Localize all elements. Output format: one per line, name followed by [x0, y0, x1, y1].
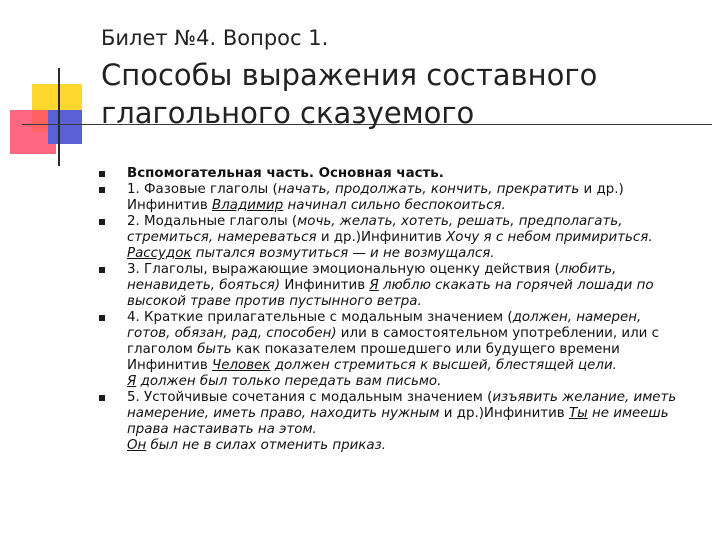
- square-bullet-icon: [99, 171, 105, 177]
- text-run: Владимир: [212, 198, 284, 213]
- text-run: 2. Модальные глаголы (: [127, 214, 298, 229]
- text-run: должен, намерен,: [512, 310, 642, 325]
- text-run: стремиться, намереваться: [127, 230, 317, 245]
- text-run: и др.): [579, 182, 624, 197]
- text-run: и др.)Инфинитив: [439, 406, 569, 421]
- text-run: и др.)Инфинитив: [316, 230, 447, 245]
- bullet-text-line: [127, 230, 709, 246]
- bullet-text-line: [127, 342, 709, 358]
- bullet-text-line: [127, 166, 709, 182]
- square-bullet-icon: [99, 219, 105, 225]
- text-run: 5. Устойчивые сочетания с модальным значением (: [127, 390, 493, 405]
- square-bullet-icon: [99, 395, 105, 401]
- text-run: Инфинитив: [280, 278, 370, 293]
- text-run: мочь, желать, хотеть, решать, предполагать,: [297, 214, 623, 229]
- text-run: с небом примириться.: [491, 230, 653, 245]
- text-run: должен был только передать вам письмо.: [136, 374, 442, 389]
- text-run: пытался возмутиться — и не возмущался.: [191, 246, 495, 261]
- text-run: глаголом: [127, 342, 198, 357]
- text-run: Инфинитив: [127, 198, 213, 213]
- square-bullet-icon: [99, 187, 105, 193]
- text-run: быть: [197, 342, 232, 357]
- bullet-text-line: [127, 262, 709, 278]
- bullet-text-line: [127, 438, 709, 454]
- bullet-text-line: [127, 326, 709, 342]
- text-run: ненавидеть, бояться): [127, 278, 281, 293]
- bullet-text-line: [127, 246, 709, 262]
- text-run: Человек: [212, 358, 271, 373]
- bullet-text-line: [127, 310, 709, 326]
- bullet-text-line: [127, 358, 709, 374]
- decor-vertical-line: [58, 68, 60, 166]
- bullet-item: [99, 390, 709, 454]
- bullet-item: [99, 214, 709, 262]
- bullet-text-line: [127, 278, 709, 294]
- text-run: 3. Глаголы, выражающие эмоциональную оценку действия (: [127, 262, 560, 277]
- text-run: Рассудок: [127, 246, 192, 261]
- bullet-text-line: [127, 214, 709, 230]
- text-run: Он: [127, 438, 147, 453]
- text-run: Инфинитив: [127, 358, 213, 373]
- text-run: Ты: [568, 406, 588, 421]
- slide-title-line-2: глагольного сказуемого: [101, 96, 475, 130]
- bullet-text-line: [127, 198, 709, 214]
- text-run: 1. Фазовые глаголы (: [127, 182, 278, 197]
- slide-title-line-1: Способы выражения составного: [101, 58, 598, 92]
- bullet-list: [99, 166, 709, 454]
- text-run: начать, продолжать, кончить, прекратить: [277, 182, 580, 197]
- text-run: Вспомогательная часть. Основная часть.: [127, 166, 444, 181]
- text-run: любить,: [559, 262, 617, 277]
- text-run: Я: [369, 278, 379, 293]
- bullet-text-line: [127, 374, 709, 390]
- text-run: 4. Краткие прилагательные с модальным значением (: [127, 310, 513, 325]
- text-run: должен стремиться к высшей, блестящей цели.: [270, 358, 617, 373]
- bullet-item: [99, 166, 709, 182]
- text-run: был не в силах отменить приказ.: [146, 438, 386, 453]
- bullet-text-line: [127, 294, 709, 310]
- text-run: намерение, иметь право, находить нужным: [127, 406, 440, 421]
- text-run: изъявить желание, иметь: [492, 390, 677, 405]
- bullet-text-line: [127, 390, 709, 406]
- bullet-item: [99, 310, 709, 390]
- text-run: готов, обязан, рад, способен): [127, 326, 337, 341]
- slide-subtitle: Билет №4. Вопрос 1.: [101, 26, 329, 50]
- bullet-text-line: [127, 422, 709, 438]
- text-run: Я: [127, 374, 137, 389]
- text-run: как показателем прошедшего или будущего времени: [231, 342, 620, 357]
- text-run: высокой траве против пустынного ветра.: [127, 294, 422, 309]
- square-bullet-icon: [99, 267, 105, 273]
- bullet-text-line: [127, 406, 709, 422]
- text-run: не имеешь: [587, 406, 669, 421]
- text-run: начинал сильно беспокоиться.: [283, 198, 506, 213]
- text-run: или в самостоятельном употреблении, или с: [336, 326, 659, 341]
- bullet-text-line: [127, 182, 709, 198]
- bullet-item: [99, 262, 709, 310]
- text-run: Хочу я: [446, 230, 492, 245]
- text-run: права настаивать на этом.: [127, 422, 317, 437]
- text-run: люблю скакать на горячей лошади по: [378, 278, 654, 293]
- square-bullet-icon: [99, 315, 105, 321]
- slide-title: [101, 56, 597, 132]
- bullet-item: [99, 182, 709, 214]
- decor-blue-square: [48, 110, 82, 144]
